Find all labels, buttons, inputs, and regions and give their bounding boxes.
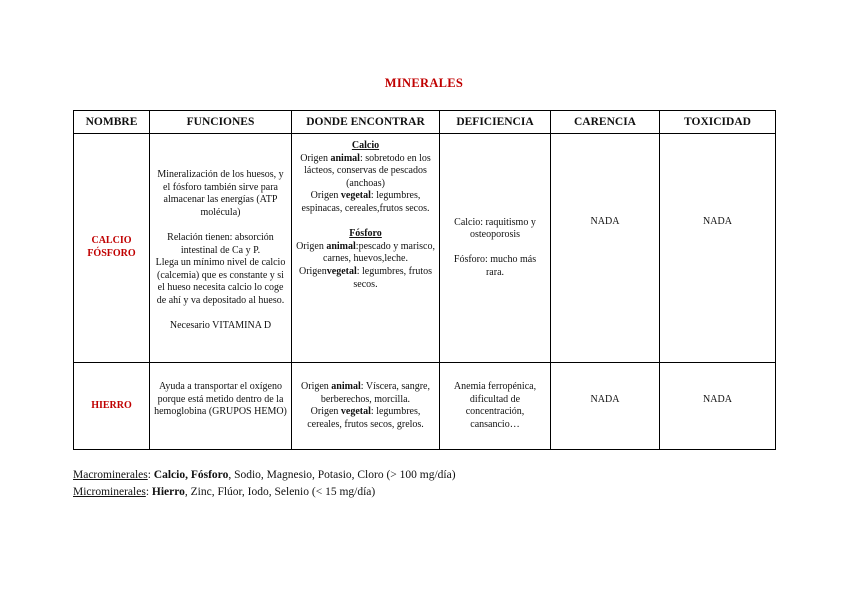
column-header-toxicidad: TOXICIDAD — [660, 111, 776, 134]
donde-origen-vegetal — [296, 190, 435, 215]
column-header-funciones: FUNCIONES — [150, 111, 292, 134]
separator: : — [147, 469, 154, 481]
origen-text: : Víscera, sangre, berberechos, morcilla. — [320, 381, 430, 405]
origen-text: : legumbres, espinacas, cereales,frutos secos. — [301, 190, 430, 214]
origen-prefix: Origen — [310, 190, 341, 202]
origen-prefix: Origen — [298, 265, 327, 277]
origen-type: vegetal — [340, 406, 371, 418]
cell-toxicidad-hierro: NADA — [660, 363, 776, 450]
origen-type: animal — [326, 240, 356, 252]
macrominerales-list: , Sodio, Magnesio, Potasio, Cloro (> 100 mg/día) — [228, 469, 456, 481]
separator: : — [145, 486, 152, 498]
cell-deficiencia-hierro: Anemia ferropénica, dificultad de concentración, cansancio… — [440, 363, 551, 450]
funciones-paragraph: Mineralización de los huesos, y el fósforo también sirve para almacenar las energías (ATP molécula) — [157, 169, 284, 218]
origen-prefix: Origen — [301, 381, 332, 392]
origen-prefix: Origen — [310, 406, 341, 418]
funciones-paragraph: Necesario VITAMINA D — [169, 320, 272, 332]
row-label-hierro: HIERRO — [74, 363, 150, 450]
deficiencia-text: Calcio: raquitismo y osteoporosis — [454, 216, 536, 241]
macrominerales-line — [73, 467, 456, 484]
macrominerales-highlight: Calcio, Fósforo — [153, 469, 229, 481]
origen-prefix: Origen — [296, 240, 327, 252]
microminerales-list: , Zinc, Flúor, Iodo, Selenio (< 15 mg/día) — [184, 486, 376, 498]
table-header-row — [74, 111, 776, 134]
table-row-calcio-fosforo — [74, 134, 776, 363]
column-header-deficiencia: DEFICIENCIA — [440, 111, 551, 134]
deficiencia-text: Fósforo: mucho más rara. — [453, 254, 537, 278]
origen-type: vegetal — [340, 190, 371, 202]
column-header-carencia: CARENCIA — [551, 111, 660, 134]
macrominerales-label: Macrominerales — [73, 469, 148, 481]
minerals-table — [73, 110, 776, 450]
table-row-hierro — [74, 363, 776, 450]
funciones-paragraph: Relación tienen: absorción intestinal de Ca y P. — [167, 232, 274, 256]
page-title: MINERALES — [384, 76, 464, 90]
row-label-calcio-fosforo — [74, 134, 150, 363]
origen-type: animal — [331, 381, 361, 392]
origen-text: : legumbres, frutos secos. — [353, 265, 433, 290]
donde-origen-animal — [296, 381, 435, 406]
donde-origen-vegetal — [296, 406, 435, 431]
donde-origen-animal — [296, 241, 435, 266]
microminerales-highlight: Hierro — [151, 486, 185, 498]
cell-funciones-hierro: Ayuda a transportar el oxígeno porque está metido dentro de la hemoglobina (GRUPOS HEMO) — [150, 363, 292, 450]
donde-origen-animal — [296, 153, 435, 191]
cell-donde-hierro — [292, 363, 440, 450]
cell-deficiencia-calcio-fosforo — [440, 134, 551, 363]
row-label-line: CALCIO — [91, 235, 132, 247]
funciones-paragraph: Llega un mínimo nivel de calcio (calcemia) que es constante y si el hueso necesita calcio lo coge de ahí y va depositado al hueso. — [155, 257, 286, 307]
donde-heading-calcio: Calcio — [351, 140, 380, 151]
origen-text: :pescado y marisco, carnes, huevos,leche. — [323, 240, 435, 265]
microminerales-label: Microminerales — [73, 486, 146, 498]
column-header-donde-encontrar: DONDE ENCONTRAR — [292, 111, 440, 134]
footer-notes — [73, 467, 456, 501]
donde-heading-fosforo: Fósforo — [349, 228, 382, 240]
origen-text: : sobretodo en los lácteos, conservas de pescados (anchoas) — [304, 152, 431, 189]
origen-prefix: Origen — [300, 152, 331, 164]
cell-carencia-hierro: NADA — [551, 363, 660, 450]
origen-text: : legumbres, cereales, frutos secos, grelos. — [307, 406, 424, 430]
cell-toxicidad-calcio-fosforo: NADA — [660, 134, 776, 363]
donde-origen-vegetal — [296, 266, 435, 291]
microminerales-line — [73, 484, 456, 501]
column-header-nombre: NOMBRE — [74, 111, 150, 134]
cell-donde-calcio-fosforo — [292, 134, 440, 363]
origen-type: vegetal — [326, 265, 357, 277]
cell-carencia-calcio-fosforo: NADA — [551, 134, 660, 363]
origen-type: animal — [330, 152, 360, 164]
cell-funciones-calcio-fosforo — [150, 134, 292, 363]
row-label-line: FÓSFORO — [87, 248, 136, 259]
